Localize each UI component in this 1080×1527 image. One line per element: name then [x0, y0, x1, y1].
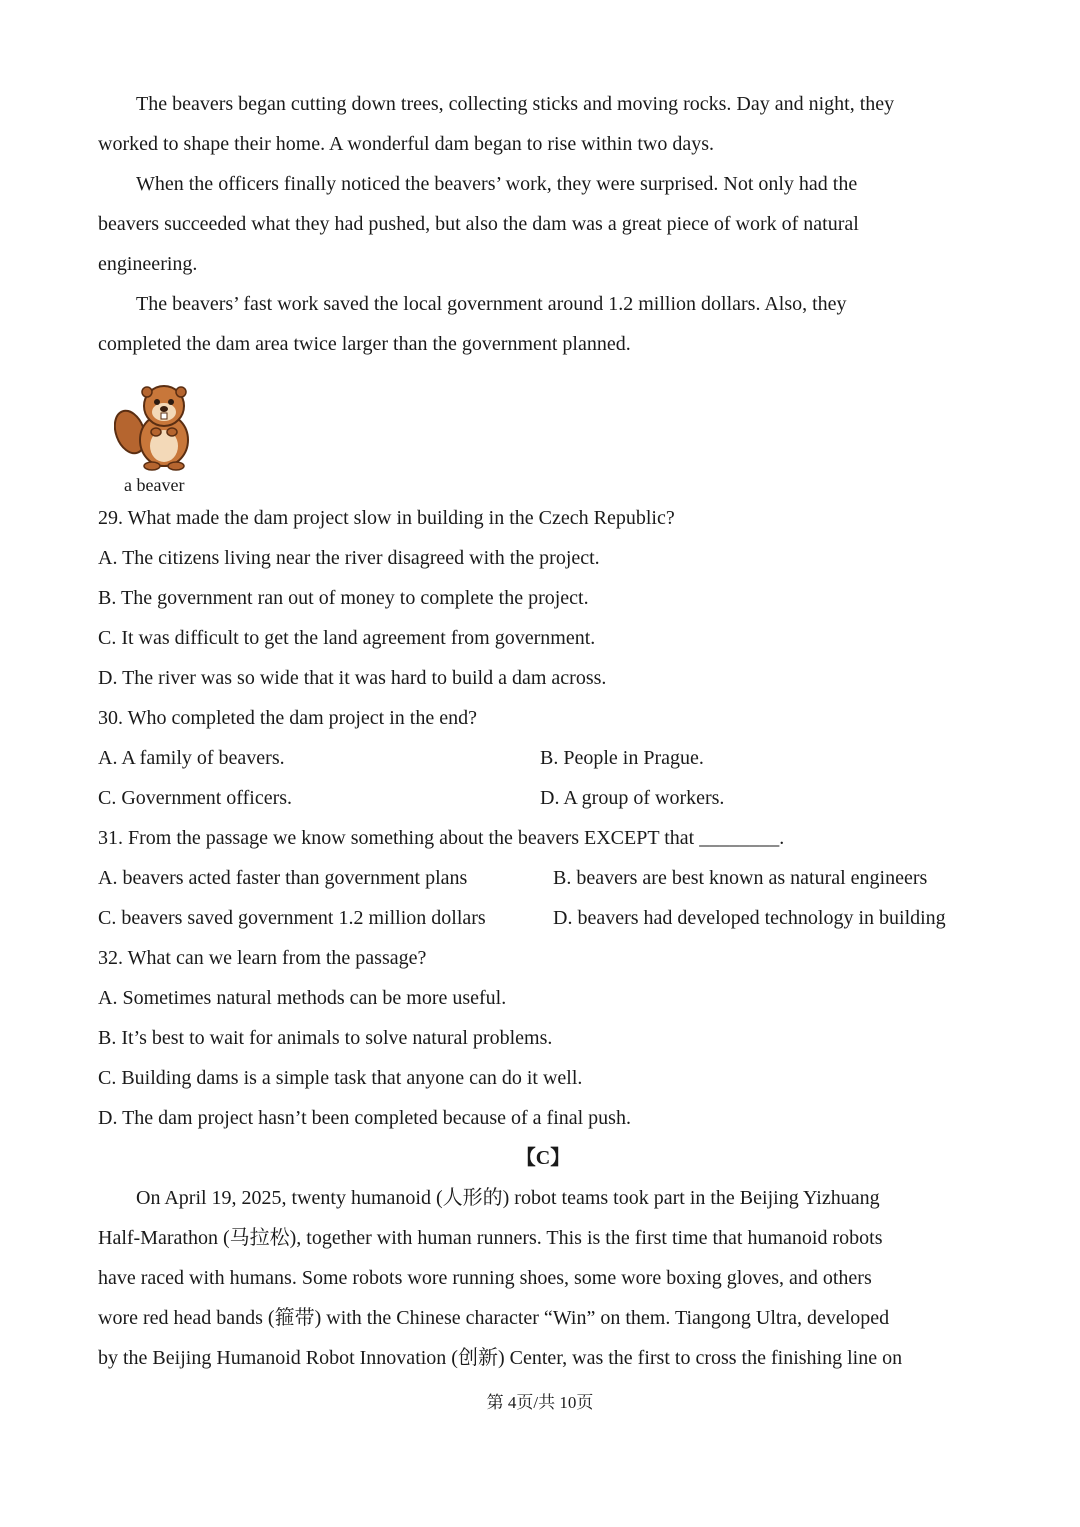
option-b: B. beavers are best known as natural engineers — [553, 867, 928, 889]
beaver-figure — [100, 382, 230, 498]
paragraph-line: On April 19, 2025, twenty humanoid (人形的) robot teams took part in the Beijing Yizhuang — [136, 1187, 880, 1209]
figure-caption: a beaver — [124, 475, 185, 495]
paragraph-line: by the Beijing Humanoid Robot Innovation (创新) Center, was the first to cross the finishing line on — [98, 1347, 903, 1369]
paragraph-line: wore red head bands (箍带) with the Chinese character “Win” on them. Tiangong Ultra, developed — [98, 1307, 890, 1329]
paragraph-line: The beavers’ fast work saved the local government around 1.2 million dollars. Also, they — [136, 293, 847, 315]
option-a: A. Sometimes natural methods can be more useful. — [98, 987, 507, 1009]
option-a: A. A family of beavers. — [98, 747, 285, 769]
paragraph-line: completed the dam area twice larger than the government planned. — [98, 333, 631, 355]
question-32 — [98, 938, 988, 1138]
options-row — [98, 858, 988, 898]
paragraph-line: engineering. — [98, 253, 198, 275]
option-d: D. A group of workers. — [540, 787, 725, 809]
question-30 — [98, 698, 988, 818]
paragraph-line: The beavers began cutting down trees, collecting sticks and moving rocks. Day and night, they — [136, 93, 895, 115]
passage-paragraph — [98, 284, 988, 364]
passage-paragraph — [98, 1178, 988, 1378]
option-b: B. People in Prague. — [540, 747, 704, 769]
option-c: C. Building dams is a simple task that anyone can do it well. — [98, 1067, 583, 1089]
option-a: A. The citizens living near the river disagreed with the project. — [98, 547, 600, 569]
paragraph-line: have raced with humans. Some robots wore running shoes, some wore boxing gloves, and others — [98, 1267, 872, 1289]
option-c: C. beavers saved government 1.2 million dollars — [98, 907, 486, 929]
option-c: C. It was difficult to get the land agreement from government. — [98, 627, 596, 649]
beaver-illustration — [114, 382, 200, 472]
section-heading: 【C】 — [515, 1147, 571, 1169]
paragraph-line: Half-Marathon (马拉松), together with human runners. This is the first time that humanoid robots — [98, 1227, 883, 1249]
question-stem: 29. What made the dam project slow in building in the Czech Republic? — [98, 507, 675, 529]
question-29 — [98, 498, 988, 698]
passage-paragraph — [98, 164, 988, 284]
option-a: A. beavers acted faster than government plans — [98, 867, 468, 889]
option-d: D. beavers had developed technology in building — [553, 907, 946, 929]
question-31 — [98, 818, 988, 938]
options-row — [98, 738, 988, 778]
options-row — [98, 778, 988, 818]
question-stem: 30. Who completed the dam project in the end? — [98, 707, 477, 729]
passage-paragraph — [98, 84, 988, 164]
question-stem: 32. What can we learn from the passage? — [98, 947, 427, 969]
options-row — [98, 898, 988, 938]
option-b: B. It’s best to wait for animals to solve natural problems. — [98, 1027, 553, 1049]
paragraph-line: beavers succeeded what they had pushed, but also the dam was a great piece of work of natural — [98, 213, 859, 235]
option-d: D. The dam project hasn’t been completed because of a final push. — [98, 1107, 631, 1129]
paragraph-line: worked to shape their home. A wonderful dam began to rise within two days. — [98, 133, 714, 155]
option-b: B. The government ran out of money to complete the project. — [98, 587, 589, 609]
question-stem: 31. From the passage we know something about the beavers EXCEPT that ________. — [98, 827, 785, 849]
document-page — [98, 84, 988, 1378]
page-number: 第 4页/共 10页 — [486, 1393, 594, 1412]
paragraph-line: When the officers finally noticed the beavers’ work, they were surprised. Not only had the — [136, 173, 858, 195]
option-d: D. The river was so wide that it was hard to build a dam across. — [98, 667, 607, 689]
option-c: C. Government officers. — [98, 787, 293, 809]
